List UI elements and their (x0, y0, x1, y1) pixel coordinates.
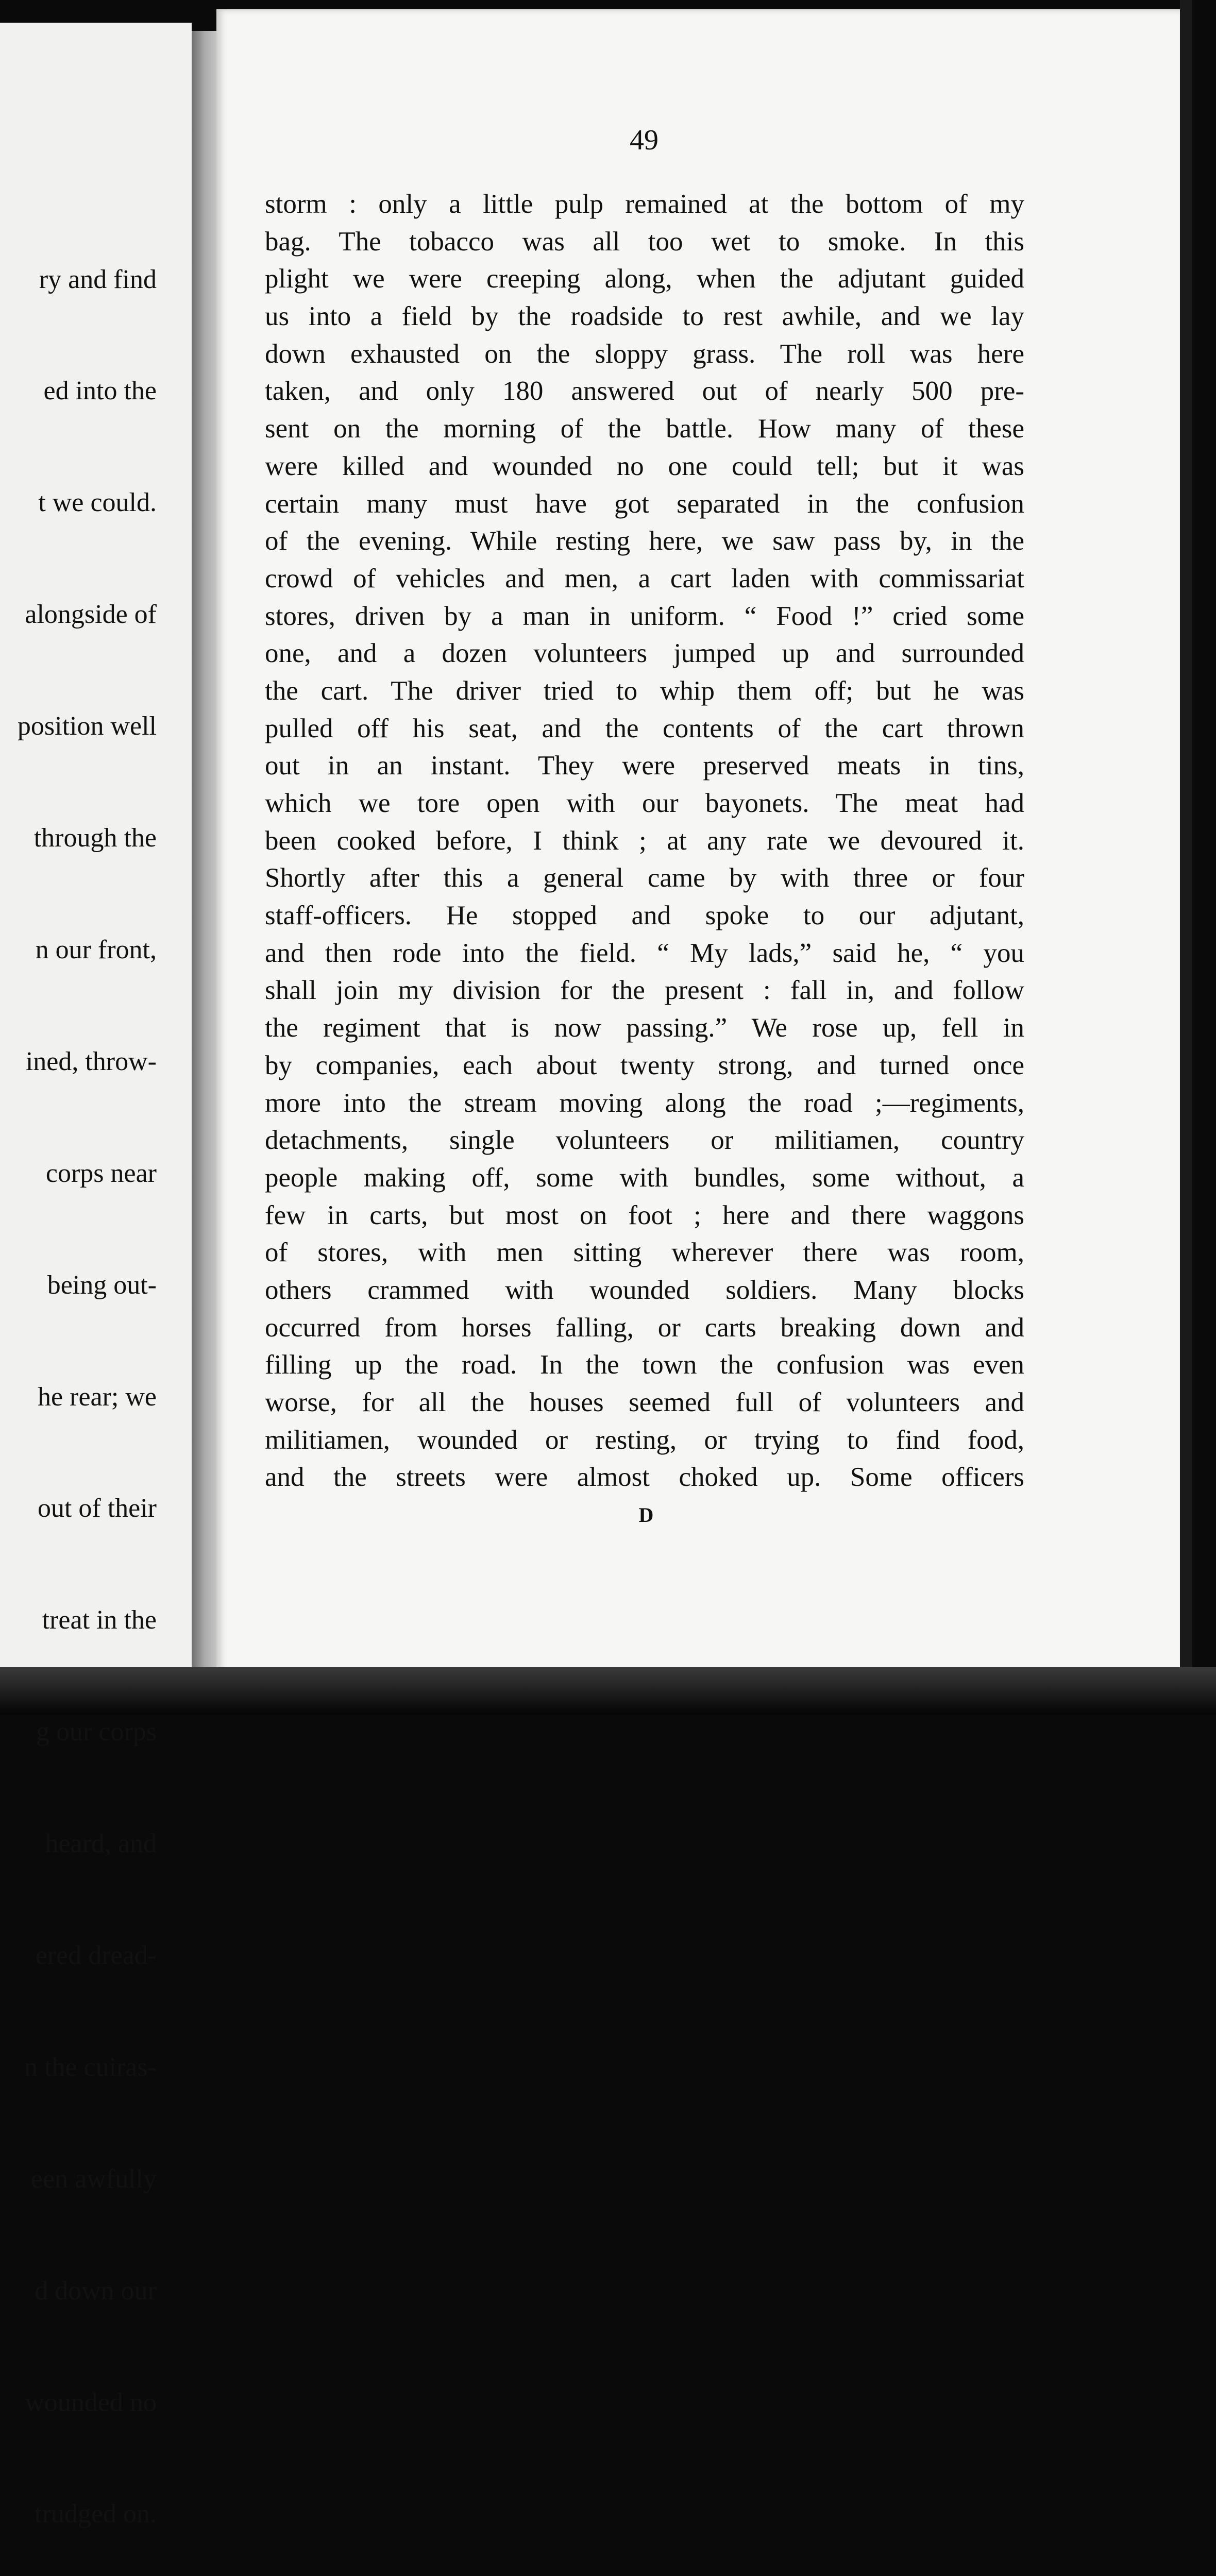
text-line: ered dread- (35, 1940, 157, 1970)
text-line: the regiment that is now passing.” We rose up, fell in (265, 1013, 1024, 1043)
text-line: militiamen, wounded or resting, or trying to find food, (265, 1425, 1024, 1455)
text-line: through the (33, 823, 157, 853)
text-line: were killed and wounded no one could tell; but it was (265, 451, 1024, 481)
text-line: ry and find (39, 264, 157, 294)
text-line: of the evening. While resting here, we saw pass by, in the (265, 526, 1024, 556)
signature-mark: D (638, 1503, 655, 1527)
text-line: shall join my division for the present : fall in, and follow (265, 975, 1024, 1006)
text-line: being out- (47, 1270, 157, 1300)
text-line: us into a field by the roadside to rest awhile, and we lay (265, 301, 1024, 332)
text-line: d down our (35, 2276, 157, 2306)
text-line: and then rode into the field. “ My lads,” said he, “ you (265, 938, 1024, 968)
text-line: occurred from horses falling, or carts breaking down and (265, 1312, 1024, 1343)
text-line: of stores, with men sitting wherever there was room, (265, 1238, 1024, 1268)
text-line: trudged on. (35, 2499, 157, 2529)
text-line: een awfully (30, 2164, 157, 2194)
text-line: by companies, each about twenty strong, and turned once (265, 1050, 1024, 1080)
text-line: plight we were creeping along, when the adjutant guided (265, 264, 1024, 294)
text-line: ed into the (43, 376, 157, 406)
text-line: he rear; we (38, 1382, 157, 1412)
page-body-text (265, 185, 1024, 1496)
text-line: Shortly after this a general came by with three or four (265, 863, 1024, 893)
text-line: and the streets were almost choked up. Some officers (265, 1462, 1024, 1493)
text-line: n our front, (35, 935, 157, 964)
text-line: n the cuiras- (24, 2052, 157, 2082)
page-edge (1180, 0, 1192, 1700)
previous-page-text (18, 187, 157, 2576)
text-line: pulled off his seat, and the contents of the cart thrown (265, 713, 1024, 743)
text-line: g our corps (36, 1717, 157, 1747)
text-line: corps near (45, 1158, 157, 1188)
page-number: 49 (630, 124, 658, 156)
text-line: detachments, single volunteers or militiamen, country (265, 1125, 1024, 1156)
text-line: down exhausted on the sloppy grass. The roll was here (265, 338, 1024, 369)
text-line: bag. The tobacco was all too wet to smoke. In this (265, 226, 1024, 257)
text-line: t we could. (38, 488, 157, 518)
text-line: staff-officers. He stopped and spoke to our adjutant, (265, 901, 1024, 931)
text-line: stores, driven by a man in uniform. “ Food !” cried some (265, 601, 1024, 631)
text-line: one, and a dozen volunteers jumped up and surrounded (265, 638, 1024, 669)
text-line: storm : only a little pulp remained at the bottom of my (265, 189, 1024, 219)
text-line: the cart. The driver tried to whip them off; but he was (265, 675, 1024, 706)
text-line: more into the stream moving along the road ;—regiments, (265, 1088, 1024, 1118)
text-line: others crammed with wounded soldiers. Many blocks (265, 1275, 1024, 1305)
text-line: few in carts, but most on foot ; here and there waggons (265, 1200, 1024, 1230)
text-line: ined, throw- (25, 1046, 157, 1076)
text-line: treat in the (42, 1605, 157, 1635)
text-line: position well (17, 711, 157, 741)
text-line: alongside of (25, 600, 157, 630)
text-line: been cooked before, I think ; at any rate we devoured it. (265, 825, 1024, 856)
text-line: worse, for all the houses seemed full of volunteers and (265, 1387, 1024, 1417)
text-line: crowd of vehicles and men, a cart laden with commissariat (265, 563, 1024, 594)
text-line: which we tore open with our bayonets. The meat had (265, 788, 1024, 818)
text-line: certain many must have got separated in the confusion (265, 488, 1024, 519)
text-line: heard, and (45, 1829, 157, 1859)
text-line: out in an instant. They were preserved meats in tins, (265, 751, 1024, 781)
text-line: sent on the morning of the battle. How many of these (265, 414, 1024, 444)
text-line: out of their (37, 1494, 157, 1523)
text-line: filling up the road. In the town the confusion was even (265, 1350, 1024, 1380)
text-line: people making off, some with bundles, some without, a (265, 1162, 1024, 1193)
previous-page (0, 23, 192, 2529)
scan-bottom-edge (0, 1667, 1216, 1715)
text-line: taken, and only 180 answered out of nearly 500 pre- (265, 376, 1024, 406)
text-line: wounded no (25, 2387, 157, 2417)
